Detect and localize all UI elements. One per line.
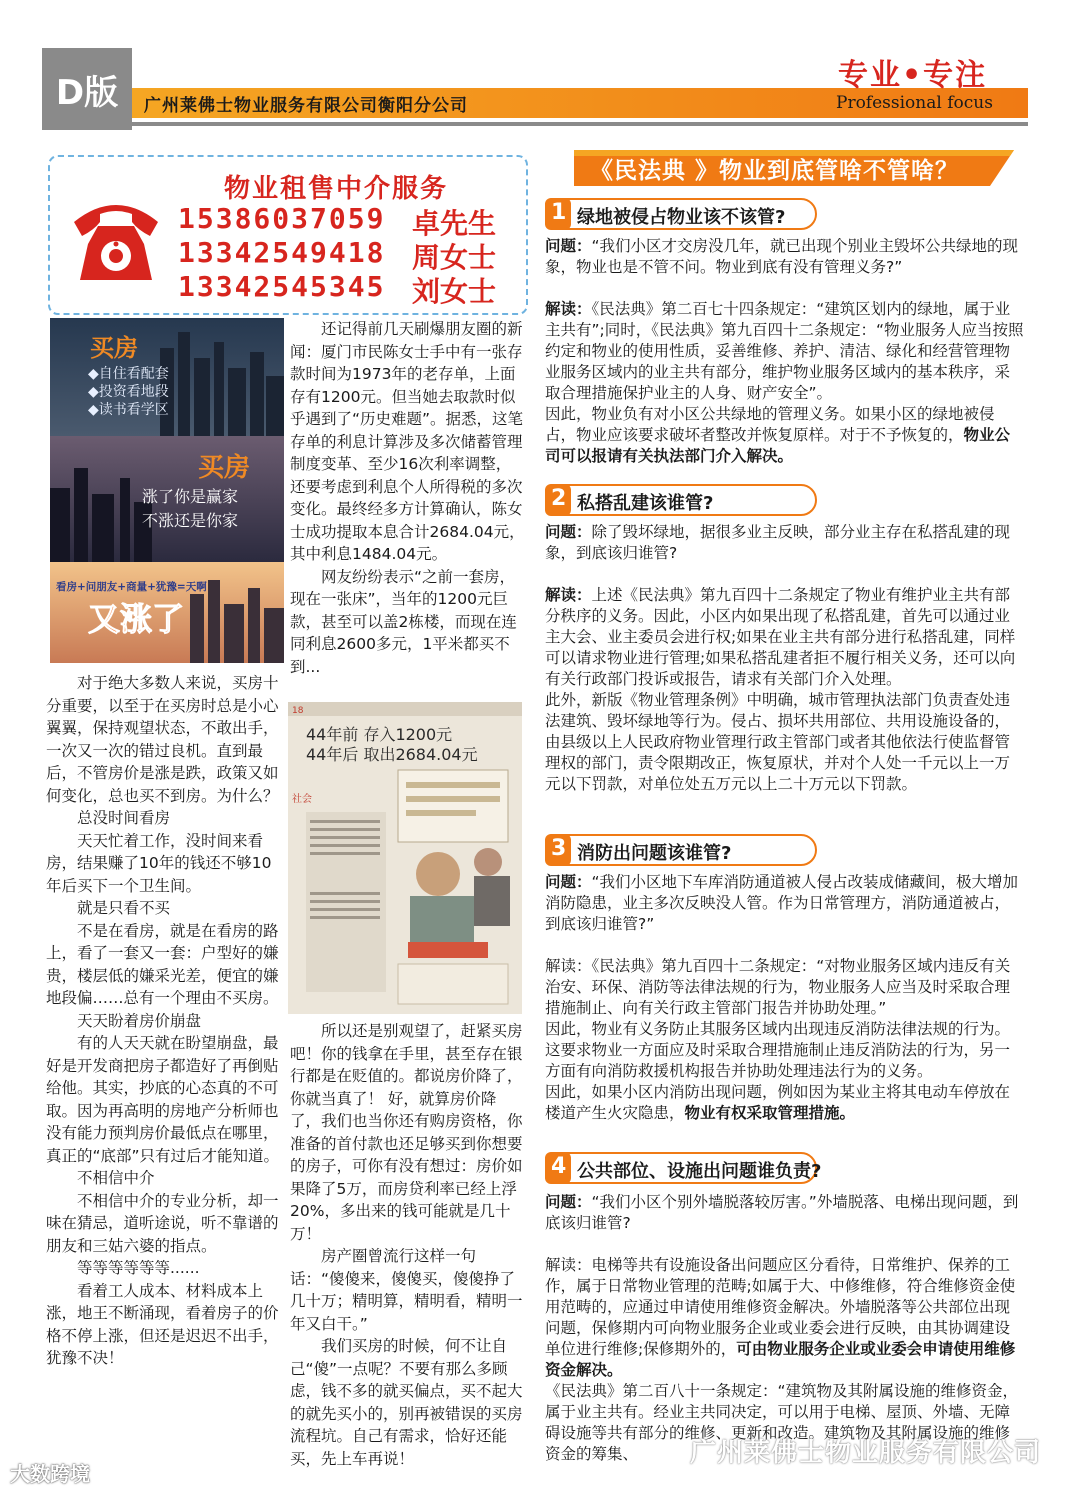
ad-contact-2: 周女士 [412, 241, 497, 274]
q2-number: 2 [551, 486, 567, 511]
paragraph: 所以还是别观望了，赶紧买房吧！你的钱拿在手里，甚至存在银行都是在贬值的。都说房价降了，你就当真了！ 好，就算房价降了，我们也当你还有购房资格，你准备的首付款也还足够买到你想要的房子，可你有没有想过：房价如果降了5万，而房贷利率已经上浮20%，多出来的钱可能就是几十万！ [290, 1022, 523, 1243]
paragraph: 房产圈曾流行这样一句话：“傻傻来，傻傻买，傻傻挣了几十万；精明算，精明看，精明一年又白干。” [290, 1247, 523, 1333]
promo-line-1: 涨了你是赢家 [142, 487, 239, 506]
article-mid-top [290, 318, 526, 678]
promo-line-2: 不涨还是你家 [142, 511, 239, 530]
q3-question-label: 问题： [545, 873, 592, 891]
paragraph: 我们买房的时候，何不让自己“傻”一点呢？不要有那么多顾虑，钱不多的就买偏点，买不起大的就先买小的，别再被错误的买房流程坑。自己有需求，恰好还能买，先上车再说！ [290, 1337, 523, 1468]
subheading: 就是只看不买 [77, 899, 171, 917]
q4-body [545, 1192, 1025, 1465]
page-number: 18 [292, 706, 304, 716]
q2-question: 除了毁坏绿地，据很多业主反映，部分业主存在私搭乱建的现象，到底该归谁管? [545, 523, 1011, 562]
paragraph: 还记得前几天刷爆朋友圈的新闻：厦门市民陈女士手中有一张存款时间为1973年的老存单，上面存有1200元。但当她去取款时似乎遇到了“历史难题”。据悉，这笔存单的利息计算涉及多次储蓄管理制度变革、至少16次利率调整，还要考虑到利息个人所得税的多次变化。最终经多方计算确认，陈女士成功提取本息合计2684.04元，其中利息1484.04元。 [290, 320, 525, 563]
paragraph: 不是在看房，就是在看房的路上，看了一套又一套：户型好的嫌贵，楼层低的嫌采光差，便宜的嫌地段偏……总有一个理由不买房。 [46, 921, 279, 1007]
promo-slogan: 看房+问朋友+商量+犹豫=天啊 [56, 581, 207, 593]
paragraph: 网友纷纷表示“之前一套房，现在一张床”，当年的1200元巨款，甚至可以盖2栋楼，而现在连同利息2600多元，1平米都买不到... [290, 567, 517, 676]
ad-phone-3[interactable]: 13342545345 [178, 270, 386, 303]
q3-number: 3 [551, 836, 567, 861]
ad-phone-1[interactable]: 15386037059 [178, 202, 386, 235]
q2-answer: 上述《民法典》第九百四十二条规定了物业有维护业主共有部分秩序的义务。因此，小区内如果出现了私搭乱建，首先可以通过业主大会、业主委员会进行权;如果在业主共有部分进行私搭乱建，同样可以请求物业进行管理;如果私搭乱建者拒不履行相关义务，还可以向有关行政部门投诉或报告，请求有关部门介入处理。 [545, 586, 1016, 688]
q4-answer-bold: 可由物业服务企业或业委会申请使用维修资金解决。 [545, 1340, 1016, 1379]
watermark-right: 广州莱佛士物业服务有限公司 [690, 1438, 1042, 1468]
header-rule [42, 122, 1028, 126]
promo-bullet-2: ◆投资看地段 [88, 384, 169, 400]
q2-conclusion: 此外，新版《物业管理条例》中明确，城市管理执法部门负责查处违法建筑、毁坏绿地等行为。侵占、损坏共用部位、共用设施设备的，由县级以上人民政府物业管理行政主管部门或者其他依法行使监督管理权的部门，责令限期改正，恢复原状，并对个人处一千元以上一万元以下罚款，对单位处五万元以上二十万元以下罚款。 [545, 691, 1011, 793]
promo-title-1: 买房 [90, 334, 138, 362]
paragraph: 看着工人成本、材料成本上涨，地王不断涌现，看着房子的价格不停上涨，但还是迟迟不出手，犹豫不决！ [46, 1281, 279, 1367]
newspaper-clipping-image [288, 702, 522, 1014]
q4-question-label: 问题： [545, 1193, 592, 1211]
q4-question: “我们小区个别外墙脱落较厉害。”外墙脱落、电梯出现问题，到底该归谁管? [545, 1193, 1019, 1232]
slogan-english: Professional focus [836, 93, 993, 113]
ad-contact-1: 卓先生 [412, 207, 497, 240]
q2-answer-label: 解读： [545, 586, 592, 604]
edition-badge: D版 [42, 48, 132, 130]
slogan: 专业•专注 [838, 58, 988, 93]
paragraph: 对于绝大多数人来说，买房十分重要，以至于在买房时总是小心翼翼，保持观望状态，不敢出手，一次又一次的错过良机。直到最后，不管房价是涨是跌，政策又如何变化，总也买不到房。为什么？ [46, 674, 279, 805]
q2-heading: 私搭乱建该谁管? [577, 493, 714, 514]
q1-answer: 《民法典》第二百七十四条规定：“建筑区划内的绿地，属于业主共有”;同时，《民法典》第九百四十二条规定：“物业服务人应当按照约定和物业的使用性质，妥善维修、养护、清洁、绿化和经营管理物业服务区域内的业主共有部分，维护物业服务区域内的基本秩序，采取合理措施保护业主的人身、财产安全”。 [545, 300, 1024, 402]
q1-conclusion-bold: 物业公司可以报请有关执法部门介入解决。 [545, 426, 1011, 465]
paragraph: 有的人天天就在盼望崩盘，最好是开发商把房子都造好了再倒贴给他。其实，抄底的心态真的不可取。因为再高明的房地产分析师也没有能力预判房价最低点在哪里，真正的“底部”只有过后才能知道。 [46, 1034, 280, 1165]
promo-title-2: 买房 [198, 453, 251, 483]
q4-number: 4 [551, 1154, 567, 1179]
q1-conclusion: 因此，物业负有对小区公共绿地的管理义务。如果小区的绿地被侵占，物业应该要求破坏者整改并恢复原样。对于不予恢复的， [545, 405, 995, 444]
article-left [46, 672, 284, 1370]
q1-question-label: 问题： [545, 237, 592, 255]
section-label: 社会 [292, 794, 312, 805]
headline-2: 44年后 取出2684.04元 [306, 745, 478, 764]
q3-conclusion: 因此，如果小区内消防出现问题，例如因为某业主将其电动车停放在楼道产生火灾隐患， [545, 1083, 1011, 1122]
subheading: 总没时间看房 [77, 809, 171, 827]
q3-answer: 解读：《民法典》第九百四十二条规定：“对物业服务区域内违反有关治安、环保、消防等法律法规的行为，物业服务人应当及时采取合理措施制止、向有关行政主管部门报告并协助处理。” [545, 957, 1011, 1017]
q1-question: “我们小区才交房没几年，就已出现个别业主毁坏公共绿地的现象，物业也是不管不问。物业到底有没有管理义务?” [545, 237, 1019, 276]
promo-bullet-1: ◆自住看配套 [88, 366, 169, 382]
promo-bullet-3: ◆读书看学区 [88, 402, 169, 418]
paragraph: 天天忙着工作，没时间来看房，结果赚了10年的钱还不够10年后买下一个卫生间。 [46, 831, 272, 895]
q4-answer: 解读：电梯等共有设施设备出问题应区分看待，日常维护、保养的工作，属于日常物业管理的范畴;如属于大、中修维修，符合维修资金使用范畴的，应通过申请使用维修资金解决。外墙脱落等公共部位出现问题，保修期内可向物业服务企业或业委会进行反映，由其协调建设单位进行维修;保修期外的， [545, 1256, 1016, 1358]
q3-explanation: 因此，物业有义务防止其服务区域内出现违反消防法律法规的行为。这要求物业一方面应及时采取合理措施制止违反消防法的行为，另一方面有向消防救援机构报告并协助处理违法行为的义务。 [545, 1020, 1011, 1080]
headline-1: 44年前 存入1200元 [306, 725, 453, 744]
q3-conclusion-bold: 物业有权采取管理措施。 [684, 1104, 856, 1122]
q4-heading: 公共部位、设施出问题谁负责? [577, 1161, 822, 1182]
q2-body [545, 522, 1025, 795]
q3-body [545, 872, 1025, 1124]
subheading: 天天盼着房价崩盘 [77, 1011, 202, 1030]
q1-answer-label: 解读： [545, 300, 592, 318]
ad-title: 物业租售中介服务 [224, 174, 449, 204]
subheading: 等等等等等等...... [77, 1259, 200, 1277]
q4-law-quote: 《民法典》第二百八十一条规定：“建筑物及其附属设施的维修资金，属于业主共有。经业主共同决定，可以用于电梯、屋顶、外墙、无障碍设施等共有部分的维修、更新和改造。建筑物及其附属设施的维修资金的筹集、 [545, 1382, 1019, 1463]
q3-question: “我们小区地下车库消防通道被人侵占改装成储藏间，极大增加消防隐患，业主多次反映没人管。作为日常管理方，消防通道被占，到底该归谁管?” [545, 873, 1019, 933]
q1-heading: 绿地被侵占物业该不该管? [577, 207, 786, 228]
ad-phone-2[interactable]: 13342549418 [178, 236, 386, 269]
q1-number: 1 [551, 200, 567, 225]
telephone-icon [66, 192, 166, 292]
q3-heading: 消防出问题该谁管? [577, 843, 732, 864]
subheading: 不相信中介 [77, 1169, 155, 1187]
housing-promo-image [50, 318, 284, 663]
q1-body [545, 236, 1025, 467]
q2-question-label: 问题： [545, 523, 592, 541]
ad-contact-3: 刘女士 [412, 275, 497, 308]
watermark-left: 大数跨境 [10, 1462, 90, 1486]
right-title: 《民法典 》物业到底管啥不管啥？ [590, 158, 960, 184]
article-mid-bottom [290, 1020, 526, 1470]
promo-title-3: 又涨了 [88, 600, 185, 638]
paragraph: 不相信中介的专业分析，却一味在猜忌，道听途说，听不靠谱的朋友和三姑六婆的指点。 [46, 1191, 279, 1255]
company-name: 广州莱佛士物业服务有限公司衡阳分公司 [144, 96, 468, 116]
